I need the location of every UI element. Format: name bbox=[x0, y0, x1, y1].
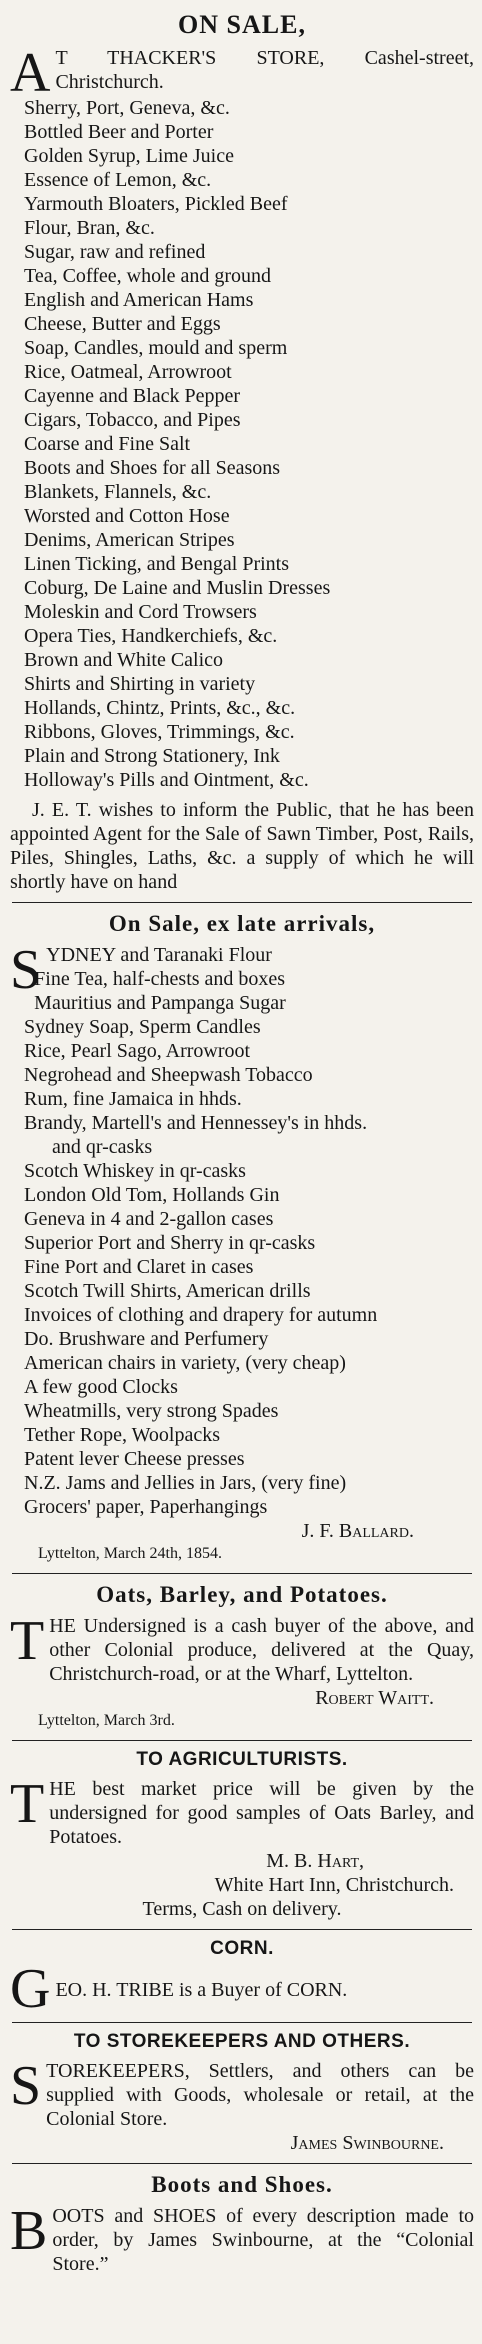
list-item: Opera Ties, Handkerchiefs, &c. bbox=[24, 625, 278, 647]
ad-intro bbox=[10, 42, 474, 104]
ad-body-text: TOREKEEPERS, Settlers, and others can be supplied with Goods, wholesale or retail, at the Colonial Store. bbox=[46, 2060, 474, 2130]
list-item: Linen Ticking, and Bengal Prints bbox=[24, 553, 289, 575]
list-item: Brown and White Calico bbox=[24, 649, 224, 671]
list-item: Yarmouth Bloaters, Pickled Beef bbox=[24, 193, 288, 215]
ad-notice: J. E. T. wishes to inform the Public, that he has been appointed Agent for the Sale of Sawn Timber, Post, Rails, Piles, Shingles, Laths, &c. a supply of which he will shortly have on hand bbox=[10, 799, 474, 893]
divider bbox=[12, 1573, 472, 1574]
ad-date: Lyttelton, March 24th, 1854. bbox=[38, 1545, 222, 1562]
list-item: Sherry, Port, Geneva, &c. bbox=[24, 97, 230, 119]
ad-ballard bbox=[10, 911, 474, 1565]
list-item: Scotch Whiskey in qr-casks bbox=[24, 1160, 246, 1182]
list-item: Tether Rope, Woolpacks bbox=[24, 1424, 221, 1446]
list-item: Rum, fine Jamaica in hhds. bbox=[24, 1088, 242, 1110]
ad-intro-text: YDNEY and Taranaki Flour bbox=[46, 944, 272, 966]
ad-date: Lyttelton, March 3rd. bbox=[38, 1712, 175, 1729]
ad-intro-text: T THACKER'S STORE, Cashel-street, Christchurch. bbox=[55, 47, 474, 93]
list-item: Fine Port and Claret in cases bbox=[24, 1256, 254, 1278]
ad-tribe bbox=[10, 1938, 474, 2020]
drop-cap: S bbox=[10, 2055, 42, 2117]
drop-cap: A bbox=[10, 42, 51, 104]
list-item: N.Z. Jams and Jellies in Jars, (very fine) bbox=[24, 1472, 347, 1494]
list-item: Scotch Twill Shirts, American drills bbox=[24, 1280, 311, 1302]
list-item: Grocers' paper, Paperhangings bbox=[24, 1496, 268, 1518]
divider bbox=[12, 2022, 472, 2023]
ad-headline: TO AGRICULTURISTS. bbox=[136, 1749, 348, 1770]
list-item: Invoices of clothing and drapery for autumn bbox=[24, 1304, 378, 1326]
list-item: Hollands, Chintz, Prints, &c., &c. bbox=[24, 697, 296, 719]
ad-headline: Boots and Shoes. bbox=[151, 2172, 333, 2197]
ad-boots-shoes bbox=[10, 2172, 474, 2276]
ad-headline: ON SALE, bbox=[178, 10, 306, 39]
drop-cap: T bbox=[10, 1773, 45, 1835]
list-item: Superior Port and Sherry in qr-casks bbox=[24, 1232, 316, 1254]
ad-headline: TO STOREKEEPERS AND OTHERS. bbox=[73, 2031, 411, 2052]
list-item: Fine Tea, half-chests and boxes bbox=[34, 968, 286, 990]
list-item: A few good Clocks bbox=[24, 1376, 178, 1398]
ad-swinbourne-store bbox=[10, 2031, 474, 2155]
list-item: Denims, American Stripes bbox=[24, 529, 235, 551]
list-item: Cheese, Butter and Eggs bbox=[24, 313, 221, 335]
list-item: Sugar, raw and refined bbox=[24, 241, 206, 263]
list-item: Holloway's Pills and Ointment, &c. bbox=[24, 769, 309, 791]
ad-body bbox=[10, 2055, 474, 2131]
list-item: English and American Hams bbox=[24, 289, 254, 311]
ad-headline: Oats, Barley, and Potatoes. bbox=[96, 1582, 388, 1607]
ad-signature: J. F. Ballard. bbox=[301, 1520, 414, 1542]
ad-signature: James Swinbourne. bbox=[290, 2132, 444, 2154]
divider bbox=[12, 1740, 472, 1741]
ad-body-text: HE best market price will be given by the undersigned for good samples of Oats Barley, and Potatoes. bbox=[49, 1778, 474, 1848]
ad-signature-name: M. B. Hart, bbox=[266, 1850, 364, 1872]
list-item: Patent lever Cheese presses bbox=[24, 1448, 245, 1470]
list-item: Cayenne and Black Pepper bbox=[24, 385, 241, 407]
ad-terms: Terms, Cash on delivery. bbox=[142, 1898, 342, 1920]
list-item: and qr-casks bbox=[52, 1136, 153, 1158]
ad-hart bbox=[10, 1749, 474, 1921]
list-item: Wheatmills, very strong Spades bbox=[24, 1400, 279, 1422]
list-item: Flour, Bran, &c. bbox=[24, 217, 155, 239]
list-item: Essence of Lemon, &c. bbox=[24, 169, 212, 191]
list-item: Brandy, Martell's and Hennessey's in hhds. bbox=[24, 1112, 368, 1134]
list-item: Rice, Pearl Sago, Arrowroot bbox=[24, 1040, 251, 1062]
ad-body bbox=[10, 1610, 474, 1686]
ad-body bbox=[10, 2200, 474, 2276]
list-item: Boots and Shoes for all Seasons bbox=[24, 457, 281, 479]
ad-headline: CORN. bbox=[210, 1938, 274, 1959]
list-item: Worsted and Cotton Hose bbox=[24, 505, 230, 527]
drop-cap: T bbox=[10, 1610, 45, 1672]
ad-body-text: OOTS and SHOES of every description made to order, by James Swinbourne, at the “Colonial Store.” bbox=[52, 2205, 474, 2275]
list-item: Moleskin and Cord Trowsers bbox=[24, 601, 257, 623]
list-item: Cigars, Tobacco, and Pipes bbox=[24, 409, 241, 431]
ad-waitt bbox=[10, 1582, 474, 1732]
ad-thackers-store bbox=[10, 10, 474, 894]
list-item: Soap, Candles, mould and sperm bbox=[24, 337, 288, 359]
list-item: Coburg, De Laine and Muslin Dresses bbox=[24, 577, 331, 599]
ad-body bbox=[10, 1773, 474, 1849]
list-item: Blankets, Flannels, &c. bbox=[24, 481, 212, 503]
list-item: Shirts and Shirting in variety bbox=[24, 673, 256, 695]
item-list bbox=[10, 967, 474, 1519]
ad-headline: On Sale, ex late arrivals, bbox=[108, 911, 376, 936]
list-item: London Old Tom, Hollands Gin bbox=[24, 1184, 280, 1206]
divider bbox=[12, 902, 472, 903]
drop-cap: G bbox=[10, 1958, 51, 2020]
list-item: Golden Syrup, Lime Juice bbox=[24, 145, 234, 167]
ad-body-text: EO. H. TRIBE is a Buyer of CORN. bbox=[55, 1979, 348, 2001]
list-item: Coarse and Fine Salt bbox=[24, 433, 191, 455]
list-item: Rice, Oatmeal, Arrowroot bbox=[24, 361, 232, 383]
list-item: Bottled Beer and Porter bbox=[24, 121, 214, 143]
ad-body-text: HE Undersigned is a cash buyer of the above, and other Colonial produce, delivered at the Quay, Christchurch-road, or at the Wharf, Lyttelton. bbox=[49, 1615, 474, 1685]
drop-cap: S bbox=[10, 939, 42, 1001]
list-item: Ribbons, Gloves, Trimmings, &c. bbox=[24, 721, 295, 743]
item-list bbox=[10, 96, 474, 792]
drop-cap: B bbox=[10, 2200, 48, 2262]
list-item: Sydney Soap, Sperm Candles bbox=[24, 1016, 261, 1038]
ad-body bbox=[10, 1958, 474, 2020]
list-item: Tea, Coffee, whole and ground bbox=[24, 265, 272, 287]
ad-signature-place: White Hart Inn, Christchurch. bbox=[214, 1874, 454, 1896]
ad-signature: Robert Waitt. bbox=[315, 1687, 434, 1709]
list-item: Plain and Strong Stationery, Ink bbox=[24, 745, 280, 767]
list-item: Mauritius and Pampanga Sugar bbox=[34, 992, 286, 1014]
divider bbox=[12, 1929, 472, 1930]
divider bbox=[12, 2163, 472, 2164]
list-item: Do. Brushware and Perfumery bbox=[24, 1328, 269, 1350]
list-item: American chairs in variety, (very cheap) bbox=[24, 1352, 346, 1374]
list-item: Negrohead and Sheepwash Tobacco bbox=[24, 1064, 313, 1086]
list-item: Geneva in 4 and 2-gallon cases bbox=[24, 1208, 274, 1230]
